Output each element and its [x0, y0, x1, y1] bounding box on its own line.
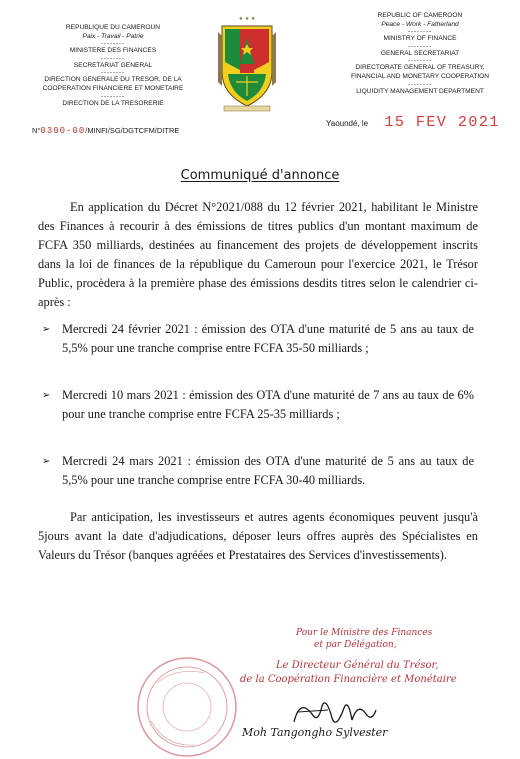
- separator: --------: [408, 29, 432, 36]
- directorate-en-2: FINANCIAL AND MONETARY COOPERATION: [350, 72, 490, 80]
- intro-paragraph: En application du Décret N°2021/088 du 12 février 2021, habilitant le Ministre des Finances à recourir à des émissions de titres publics d'un montant maximum de FCFA 350 milliards, destinées au financement des projets de développement inscrits dans la loi de finances de la république du Cameroun pour l'exercice 2021, le Trésor Public, procèdera à la première phase des émissions desdits titres selon le calendrier ci-après :: [38, 200, 478, 309]
- header-right: [330, 12, 510, 96]
- signatory-name: Moh Tangongho Sylvester: [242, 726, 388, 739]
- ministry-fr: MINISTERE DES FINANCES: [69, 47, 157, 55]
- place-label: Yaoundé, le: [326, 119, 369, 128]
- secretariat-fr: SECRETARIAT GENERAL: [73, 61, 153, 69]
- separator: --------: [408, 43, 432, 50]
- svg-text:★ ★ ★: ★ ★ ★: [238, 16, 256, 22]
- ref-suffix: /MINFI/SG/DGTCFM/DITRE: [85, 126, 180, 135]
- signature-line-2: et par Délégation,: [314, 640, 397, 650]
- motto-fr: Paix - Travail - Patrie: [82, 32, 144, 40]
- calendar-item-text: Mercredi 10 mars 2021 : émission des OTA d'une maturité de 7 ans au taux de 6% pour une tranche comprise entre FCFA 25-35 milliards ;: [62, 388, 474, 421]
- separator: --------: [408, 58, 432, 65]
- issuance-calendar: [38, 320, 478, 490]
- coat-of-arms-icon: [216, 12, 278, 112]
- country-fr: REPUBLIQUE DU CAMEROUN: [65, 24, 161, 31]
- header-left: [28, 24, 198, 108]
- separator: --------: [101, 70, 125, 77]
- calendar-item: [38, 452, 474, 490]
- treasury-fr: DIRECTION DE LA TRESORERIE: [62, 99, 164, 107]
- direction-fr-2: COOPERATION FINANCIERE ET MONETAIRE: [42, 84, 184, 92]
- direction-fr-1: DIRECTION GENERALE DU TRESOR, DE LA: [44, 76, 182, 84]
- motto-en: Peace - Work - Fatherland: [381, 20, 459, 28]
- signature-line-4: de la Coopération Financière et Monétaire: [240, 674, 457, 685]
- calendar-item-text: Mercredi 24 mars 2021 : émission des OTA d'une maturité de 5 ans au taux de 5,5% pour une tranche comprise entre FCFA 30-40 milliards.: [62, 454, 474, 487]
- separator: --------: [101, 93, 125, 100]
- secretariat-en: GENERAL SECRETARIAT: [380, 49, 460, 57]
- calendar-item-text: Mercredi 24 février 2021 : émission des OTA d'une maturité de 5 ans au taux de 5,5% pour une tranche comprise entre FCFA 35-50 milliards ;: [62, 322, 474, 355]
- ref-prefix: N°: [32, 126, 41, 135]
- signature-line-3: Le Directeur Général du Trésor,: [276, 660, 439, 671]
- document-title: [0, 168, 520, 183]
- arrow-bullet-icon: ➢: [42, 324, 51, 335]
- arrow-bullet-icon: ➢: [42, 390, 51, 401]
- document-body: [38, 198, 478, 565]
- ref-number-stamp: 0300-00: [40, 126, 86, 136]
- reference-number: [32, 126, 179, 136]
- date-line: [326, 114, 500, 131]
- closing-paragraph: Par anticipation, les investisseurs et autres agents économiques peuvent jusqu'à 5jours avant la date d'adjudications, déposer leurs offres auprès des Spécialistes en Valeurs du Trésor (banques agréées et Prestataires des Services d'investissements).: [38, 510, 478, 562]
- title-text: Communiqué d'annonce: [180, 168, 340, 183]
- calendar-item: [38, 386, 474, 424]
- separator: --------: [101, 41, 125, 48]
- directorate-en-1: DIRECTORATE GENERAL OF TREASURY,: [355, 64, 485, 72]
- department-en: LIQUIDITY MANAGEMENT DEPARTMENT: [356, 87, 484, 95]
- calendar-item: [38, 320, 474, 358]
- country-en: REPUBLIC OF CAMEROON: [377, 12, 463, 19]
- ministry-en: MINISTRY OF FINANCE: [383, 35, 457, 43]
- arrow-bullet-icon: ➢: [42, 456, 51, 467]
- date-stamp: 15 FEV 2021: [384, 114, 500, 131]
- separator: --------: [101, 55, 125, 62]
- official-seal-icon: [135, 655, 239, 759]
- signature-line-1: Pour le Ministre des Finances: [296, 628, 433, 638]
- separator: --------: [408, 81, 432, 88]
